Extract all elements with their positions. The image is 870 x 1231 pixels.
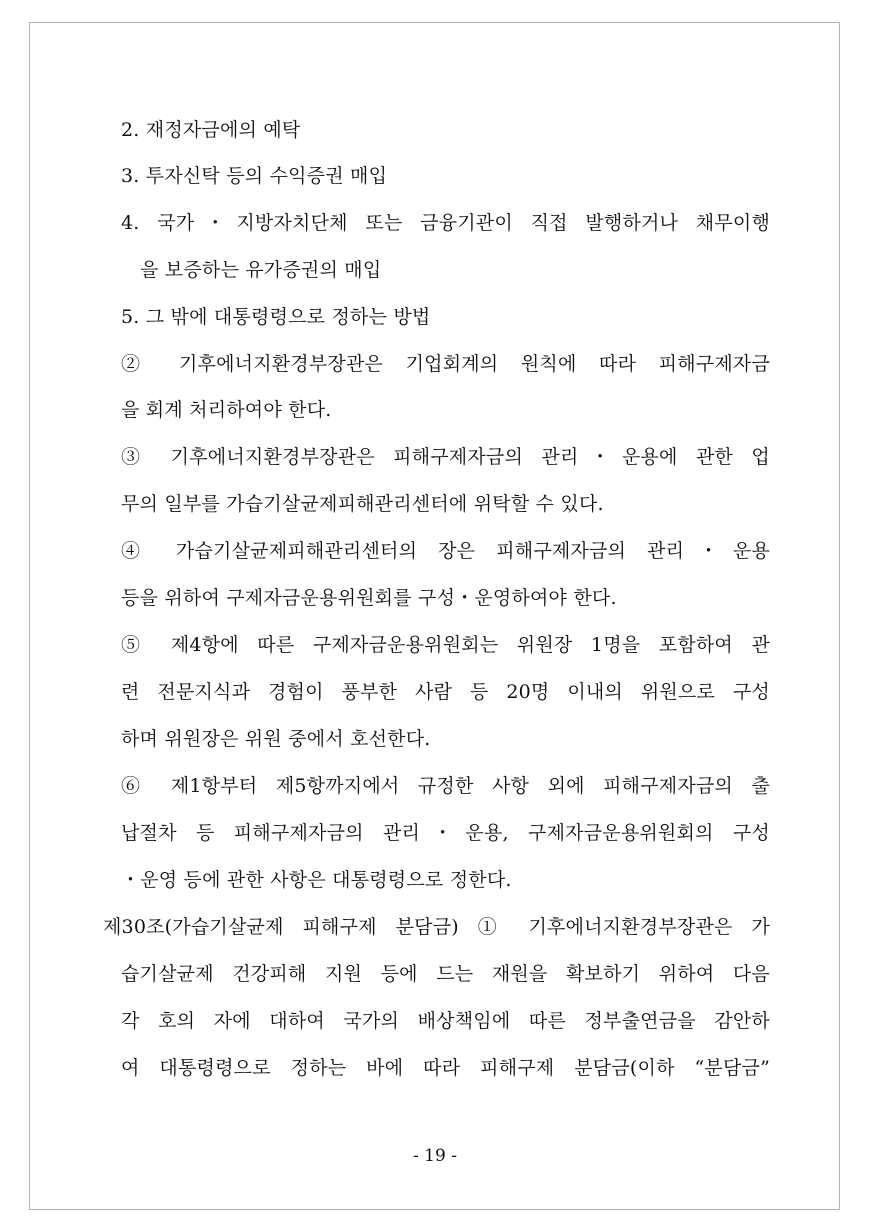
para-4-line-1: ④ 가습기살균제피해관리센터의 장은 피해구제자금의 관리・운용 (121, 540, 770, 562)
item-4-line-2: 을 보증하는 유가증권의 매입 (140, 259, 382, 281)
page-number: - 19 - (413, 1146, 457, 1166)
para-2-line-2: 을 회계 처리하여야 한다. (121, 399, 332, 421)
para-5-line-3: 하며 위원장은 위원 중에서 호선한다. (121, 728, 431, 750)
para-6-line-1: ⑥ 제1항부터 제5항까지에서 규정한 사항 외에 피해구제자금의 출 (121, 775, 770, 797)
article-30-line-4: 여 대통령령으로 정하는 바에 따라 피해구제 분담금(이하 “분담금” (121, 1057, 770, 1079)
para-3-line-1: ③ 기후에너지환경부장관은 피해구제자금의 관리・운용에 관한 업 (121, 446, 770, 468)
para-6-line-2: 납절차 등 피해구제자금의 관리・운용, 구제자금운용위원회의 구성 (121, 822, 770, 844)
para-3-line-2: 무의 일부를 가습기살균제피해관리센터에 위탁할 수 있다. (121, 493, 604, 515)
article-30-line-1: 제30조(가습기살균제 피해구제 분담금) ① 기후에너지환경부장관은 가 (103, 916, 770, 938)
article-30-line-3: 각 호의 자에 대하여 국가의 배상책임에 따른 정부출연금을 감안하 (121, 1010, 770, 1032)
article-30-line-2: 습기살균제 건강피해 지원 등에 드는 재원을 확보하기 위하여 다음 (121, 963, 770, 985)
item-2-line: 2. 재정자금에의 예탁 (121, 119, 301, 141)
para-5-line-1: ⑤ 제4항에 따른 구제자금운용위원회는 위원장 1명을 포함하여 관 (121, 634, 770, 656)
para-5-line-2: 련 전문지식과 경험이 풍부한 사람 등 20명 이내의 위원으로 구성 (121, 681, 770, 703)
item-3-line: 3. 투자신탁 등의 수익증권 매입 (121, 165, 388, 187)
item-4-line-1: 4. 국가・지방자치단체 또는 금융기관이 직접 발행하거나 채무이행 (121, 212, 770, 234)
para-2-line-1: ② 기후에너지환경부장관은 기업회계의 원칙에 따라 피해구제자금 (121, 353, 770, 375)
para-6-line-3: ・운영 등에 관한 사항은 대통령령으로 정한다. (121, 869, 512, 891)
item-5-line: 5. 그 밖에 대통령령으로 정하는 방법 (121, 306, 431, 328)
para-4-line-2: 등을 위하여 구제자금운용위원회를 구성・운영하여야 한다. (121, 587, 617, 609)
